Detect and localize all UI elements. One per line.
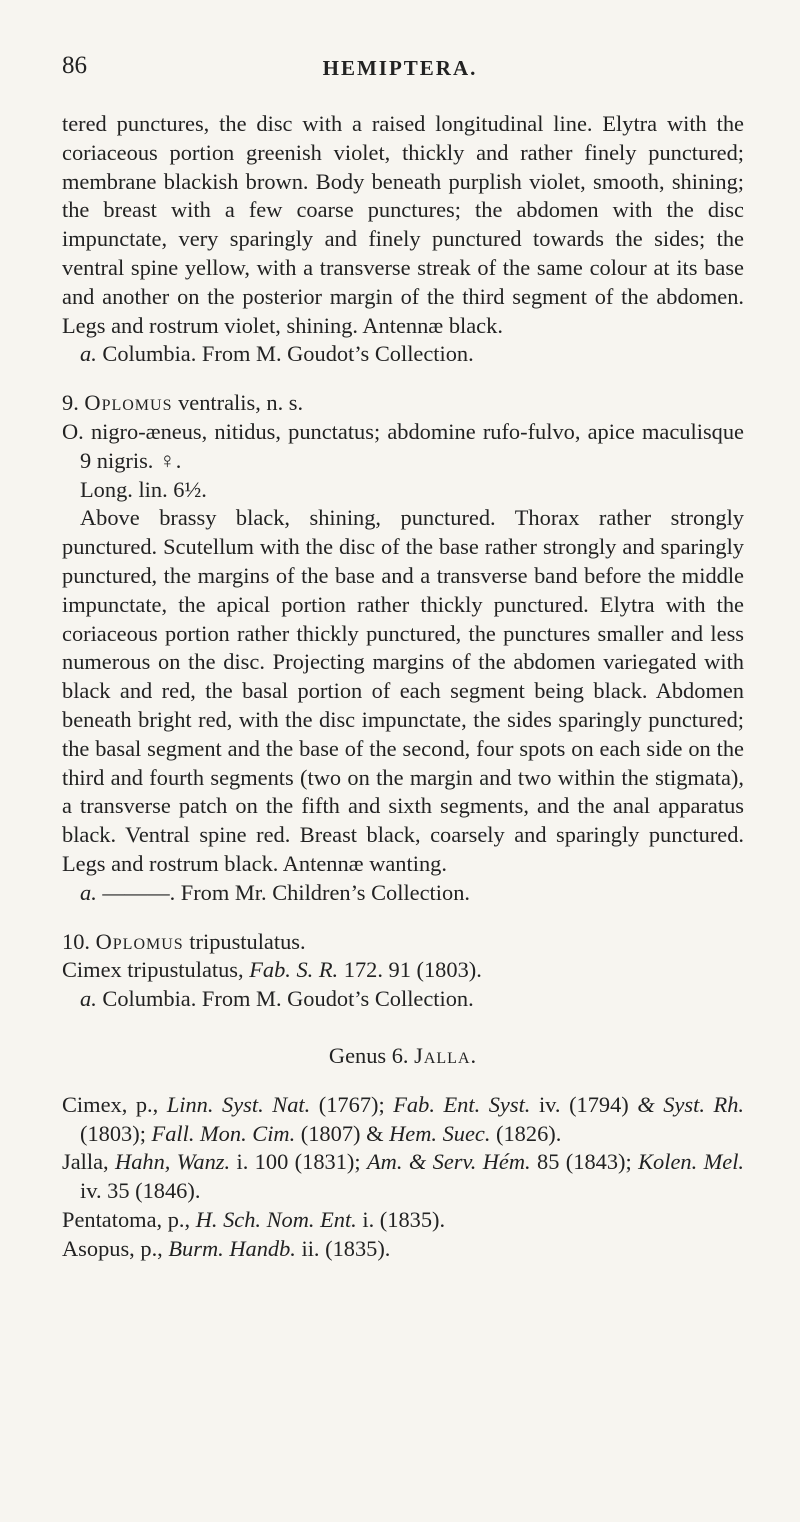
species-name: tripustulatus.	[189, 928, 306, 954]
reference-part: 85 (1843);	[530, 1149, 639, 1175]
reference-part: Fall. Mon. Cim.	[151, 1120, 296, 1146]
reference-part: Am. & Serv. Hém.	[366, 1149, 531, 1175]
species-name: ventralis, n. s.	[178, 390, 304, 416]
specimen-text: ———. From Mr. Children’s Collection.	[102, 879, 470, 905]
entry9-description: Above brassy black, shining, punctured. Thorax rather strongly punctured. Scutellum with the disc of the base rather strongly and sparingly punctured, the margins of the base and a transverse band before the middle impunctate, the apical portion rather thickly punctured. Elytra with the coriaceous portion rather thickly punctured, the punctures smaller and less numerous on the disc. Projecting margins of the abdomen variegated with black and red, the basal portion of each segment being black. Abdomen beneath bright red, with the disc impunctate, the sides sparingly punctured; the basal segment and the base of the second, four spots on each side on the third and fourth segments (two on the margin and two within the stigmata), a transverse patch on the fifth and sixth segments, and the anal apparatus black. Ventral spine red. Breast black, coarsely and sparingly punctured. Legs and rostrum black. Antennæ wanting.	[62, 505, 744, 876]
entry8-specimen	[62, 340, 744, 369]
reference-part: (1803);	[80, 1120, 152, 1146]
reference-part: Asopus, p.,	[62, 1235, 169, 1261]
entry9-latin-diagnosis: O. nigro-æneus, nitidus, punctatus; abdomine rufo-fulvo, apice maculisque 9 nigris. ♀.	[62, 418, 744, 473]
specimen-letter: a.	[80, 879, 97, 905]
synonymy-reference	[62, 1206, 744, 1235]
entry10-heading: 10. Oplomus tripustulatus.	[62, 928, 306, 954]
genus-name: Oplomus	[95, 928, 184, 954]
entry9-heading: 9. Oplomus ventralis, n. s.	[62, 390, 304, 416]
reference-part: Kolen. Mel.	[638, 1149, 745, 1175]
reference-part: H. Sch. Nom. Ent.	[195, 1206, 357, 1232]
page-header	[62, 52, 738, 92]
reference-part: iv. 35 (1846).	[80, 1178, 201, 1204]
reference-part: Cimex, p.,	[62, 1091, 167, 1117]
specimen-letter: a.	[80, 341, 97, 367]
entry9-specimen	[62, 879, 744, 908]
genus-heading: Genus 6. Jalla.	[328, 1042, 478, 1068]
entry9-length: Long. lin. 6½.	[80, 476, 207, 502]
reference-part: Hem. Suec.	[389, 1120, 491, 1146]
synonymy-reference	[62, 1091, 744, 1149]
reference-part: Fab. Ent. Syst.	[393, 1091, 531, 1117]
reference-part: Hahn, Wanz.	[115, 1149, 231, 1175]
entry8-description: tered punctures, the disc with a raised longitudinal line. Elytra with the coriaceous portion greenish violet, thickly and rather finely punctured; membrane blackish brown. Body beneath purplish violet, smooth, shining; the breast with a few coarse punctures; the abdomen with the disc impunctate, very sparingly and finely punctured towards the sides; the ventral spine yellow, with a transverse streak of the same colour at its base and another on the posterior margin of the third segment of the abdomen. Legs and rostrum violet, shining. Antennæ black.	[62, 111, 744, 338]
reference-part: & Syst. Rh.	[637, 1091, 744, 1117]
entry10-synonym: Cimex tripustulatus, Fab. S. R. 172. 91 (1803).	[62, 957, 482, 983]
specimen-text: Columbia. From M. Goudot’s Collection.	[102, 986, 474, 1012]
reference-part: Linn. Syst. Nat.	[166, 1091, 311, 1117]
page-body	[62, 110, 744, 1263]
reference-part: Jalla,	[62, 1149, 116, 1175]
reference-part: (1826).	[490, 1120, 562, 1146]
reference-part: Pentatoma, p.,	[62, 1206, 196, 1232]
reference-part: (1767);	[310, 1091, 394, 1117]
entry10-specimen	[62, 985, 744, 1014]
genus-name: Oplomus	[84, 390, 173, 416]
reference-part: i. 100 (1831);	[230, 1149, 367, 1175]
reference-part: Burm. Handb.	[168, 1235, 296, 1261]
synonymy-reference	[62, 1148, 744, 1206]
genus-name: Jalla.	[414, 1042, 478, 1068]
page-number: 86	[62, 52, 87, 79]
running-head: HEMIPTERA.	[322, 56, 478, 80]
genus-synonymy	[62, 1091, 744, 1264]
specimen-letter: a.	[80, 986, 97, 1012]
reference-part: iv. (1794)	[530, 1091, 638, 1117]
reference-part: i. (1835).	[356, 1206, 446, 1232]
specimen-text: Columbia. From M. Goudot’s Collection.	[102, 341, 474, 367]
reference-part: (1807) &	[295, 1120, 390, 1146]
reference-part: ii. (1835).	[295, 1235, 391, 1261]
synonymy-reference	[62, 1235, 744, 1264]
